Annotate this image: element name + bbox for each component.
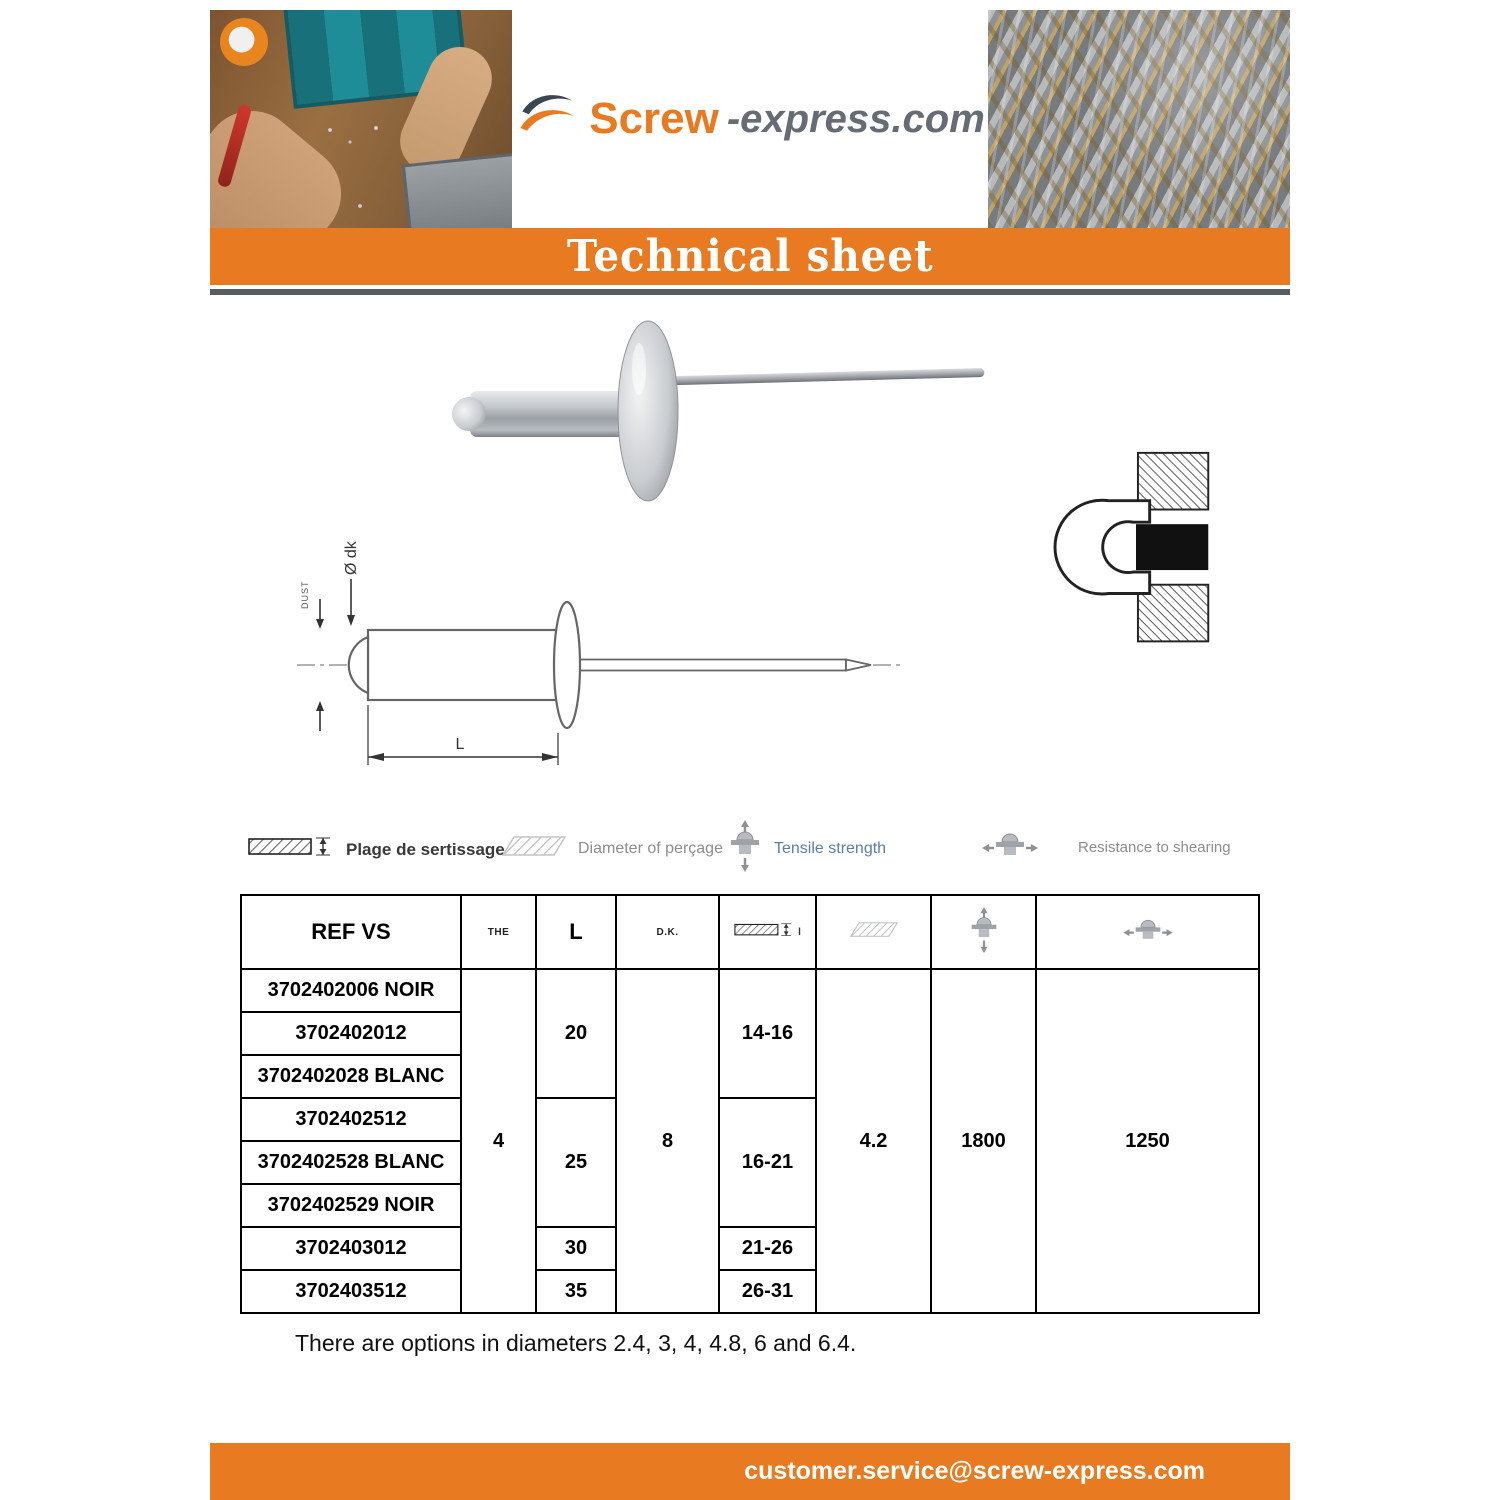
legend-item-drill — [502, 836, 723, 861]
ref-cell: 3702402528 BLANC — [241, 1141, 461, 1184]
logo-brand-text: Screw — [589, 94, 719, 143]
spec-table — [240, 894, 1260, 1314]
flange-outline — [554, 602, 580, 728]
ref-cell: 3702402012 — [241, 1012, 461, 1055]
legend-item-crimp — [248, 834, 505, 865]
page-title: Technical sheet — [566, 231, 934, 282]
col-header-l: L — [536, 895, 616, 969]
shear-resistance-icon — [1123, 932, 1173, 949]
l-cell: 30 — [536, 1227, 616, 1270]
table-row — [241, 969, 1259, 1012]
technical-drawing — [272, 513, 912, 803]
l-cell: 35 — [536, 1270, 616, 1313]
brand-logo — [512, 10, 988, 228]
table-header-row — [241, 895, 1259, 969]
rivet-shank-section — [1136, 524, 1208, 570]
figures-section — [210, 295, 1290, 810]
grip-cell: 14-16 — [719, 969, 816, 1098]
l-cell: 20 — [536, 969, 616, 1098]
tensile-cell: 1800 — [931, 969, 1036, 1313]
ref-cell: 3702403512 — [241, 1270, 461, 1313]
grip-unit-label: l — [798, 926, 801, 938]
dk-arrowhead — [347, 615, 355, 626]
rivet-body — [470, 391, 642, 437]
grip-cell: 21-26 — [719, 1227, 816, 1270]
crimp-range-icon — [734, 921, 794, 944]
drill-diameter-icon — [502, 836, 566, 861]
metal-box-decor — [402, 152, 512, 228]
legend — [210, 810, 1290, 894]
diameter-arrowhead-bottom — [316, 701, 324, 711]
l-arrowhead-left — [368, 753, 384, 761]
cross-section-diagram — [1038, 447, 1233, 657]
drill-diameter-icon — [850, 924, 898, 941]
title-banner — [210, 228, 1290, 285]
legend-drill-label: Diameter of perçage — [578, 839, 723, 857]
tensile-strength-icon — [969, 940, 999, 957]
shear-cell: 1250 — [1036, 969, 1259, 1313]
col-header-ref: REF VS — [241, 895, 461, 969]
shear-resistance-icon — [982, 828, 1038, 867]
diameter-arrowhead-top — [316, 619, 324, 629]
dk-cell: 8 — [616, 969, 719, 1313]
grip-cell: 16-21 — [719, 1098, 816, 1227]
grip-cell: 26-31 — [719, 1270, 816, 1313]
mandrel-pin — [636, 368, 984, 386]
col-header-grip-range — [719, 895, 816, 969]
crimp-range-icon — [248, 834, 334, 865]
logo-swoosh-icon — [515, 87, 581, 152]
flange-highlight — [632, 343, 646, 395]
mandrel-outline — [578, 660, 846, 671]
mandrel-ball — [452, 397, 486, 431]
drill-cell: 4.2 — [816, 969, 931, 1313]
footer-bar — [210, 1443, 1290, 1500]
ref-cell: 3702402512 — [241, 1098, 461, 1141]
dust-label: DUST — [300, 580, 310, 609]
ref-cell: 3702402529 NOIR — [241, 1184, 461, 1227]
footer-email-link[interactable]: customer.service@screw-express.com — [744, 1457, 1205, 1485]
legend-tensile-label: Tensile strength — [774, 839, 887, 857]
ref-cell: 3702402028 BLANC — [241, 1055, 461, 1098]
mandrel-tip — [846, 660, 871, 671]
diameter-options-note: There are options in diameters 2.4, 3, 4, 4.8, 6 and 6.4. — [295, 1330, 857, 1356]
body-outline — [368, 630, 558, 700]
header-photo-workbench — [210, 10, 512, 228]
l-dimension-label: L — [455, 736, 465, 753]
l-cell: 25 — [536, 1098, 616, 1227]
set-rivet-section — [1055, 500, 1150, 594]
tape-measure-decor — [220, 18, 268, 66]
ball-outline — [349, 637, 368, 693]
col-header-tensile — [931, 895, 1036, 969]
tensile-strength-icon — [728, 820, 762, 877]
dk-dimension-label: Ø dk — [343, 541, 360, 575]
content-column — [210, 10, 1290, 1357]
logo-suffix-text: -express.com — [726, 96, 985, 141]
legend-crimp-label: Plage de sertissage — [346, 839, 505, 859]
header-photo-screws — [988, 10, 1290, 228]
header — [210, 10, 1290, 228]
rivet-product-photo — [442, 307, 1002, 507]
col-header-the: THE — [461, 895, 536, 969]
legend-item-tensile — [728, 820, 886, 877]
l-arrowhead-right — [542, 753, 558, 761]
col-header-dk: D.K. — [616, 895, 719, 969]
col-header-shear — [1036, 895, 1259, 969]
the-cell: 4 — [461, 969, 536, 1313]
ref-cell: 3702402006 NOIR — [241, 969, 461, 1012]
col-header-drill — [816, 895, 931, 969]
legend-item-shear — [982, 828, 1231, 867]
legend-shear-label: Resistance to shearing — [1078, 839, 1231, 856]
ref-cell: 3702403012 — [241, 1227, 461, 1270]
rivet-flange — [618, 321, 678, 501]
